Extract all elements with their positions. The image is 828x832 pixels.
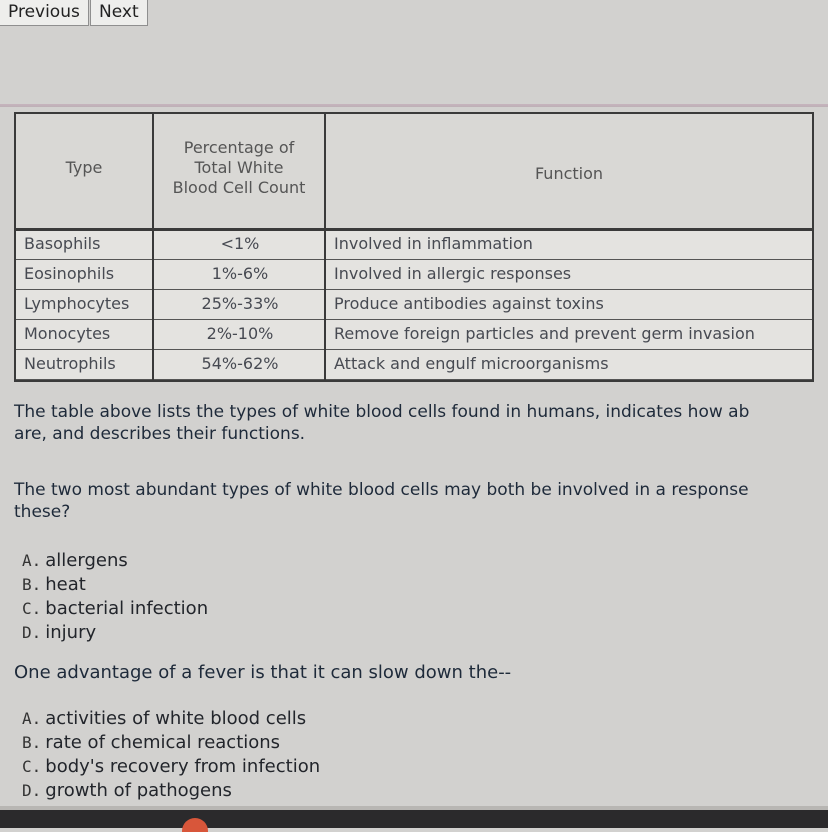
option-letter: A.	[22, 709, 42, 728]
cell-function: Remove foreign particles and prevent germ invasion	[334, 324, 755, 343]
column-divider	[152, 231, 154, 380]
option-letter: C.	[22, 599, 42, 618]
previous-button[interactable]: Previous	[0, 0, 89, 26]
cell-type: Basophils	[24, 234, 101, 253]
cell-percentage: 2%-10%	[206, 324, 274, 343]
answer-option[interactable]	[22, 621, 208, 645]
question1-intro-line2: are, and describes their functions.	[14, 424, 306, 444]
column-header-type: Type	[16, 114, 154, 228]
cell-function: Attack and engulf microorganisms	[334, 354, 609, 373]
answer-option[interactable]	[22, 779, 320, 803]
option-letter: C.	[22, 757, 42, 776]
answer-option[interactable]	[22, 707, 320, 731]
question2-options	[22, 707, 320, 803]
cell-type: Eosinophils	[24, 264, 115, 283]
option-text: allergens	[45, 550, 128, 571]
cell-percentage: <1%	[220, 234, 260, 253]
option-letter: D.	[22, 623, 42, 642]
cell-percentage: 1%-6%	[211, 264, 269, 283]
cell-function: Involved in allergic responses	[334, 264, 572, 283]
option-letter: B.	[22, 733, 42, 752]
cell-type: Monocytes	[24, 324, 111, 343]
table-row	[16, 351, 812, 380]
table-row	[16, 261, 812, 290]
option-text: bacterial infection	[45, 598, 209, 619]
question1-prompt-line1: The two most abundant types of white blood cells may both be involved in a response	[14, 480, 749, 500]
question1-intro-line1: The table above lists the types of white blood cells found in humans, indicates how ab	[14, 402, 750, 422]
white-blood-cell-table	[14, 112, 814, 382]
cell-percentage: 25%-33%	[201, 294, 279, 313]
answer-option[interactable]	[22, 597, 208, 621]
divider	[0, 104, 828, 107]
answer-option[interactable]	[22, 731, 320, 755]
option-text: injury	[45, 622, 97, 643]
option-text: body's recovery from infection	[45, 756, 321, 777]
option-text: activities of white blood cells	[45, 708, 307, 729]
cell-type: Neutrophils	[24, 354, 116, 373]
option-letter: B.	[22, 575, 42, 594]
next-button[interactable]: Next	[90, 0, 148, 26]
cell-function: Produce antibodies against toxins	[334, 294, 604, 313]
cell-percentage: 54%-62%	[201, 354, 279, 373]
question1-prompt-line2: these?	[14, 502, 71, 522]
column-header-function: Function	[326, 114, 812, 228]
option-letter: D.	[22, 781, 42, 800]
option-letter: A.	[22, 551, 42, 570]
answer-option[interactable]	[22, 549, 208, 573]
cell-type: Lymphocytes	[24, 294, 130, 313]
table-row	[16, 231, 812, 260]
column-divider	[324, 231, 326, 380]
option-text: growth of pathogens	[45, 780, 232, 801]
option-text: rate of chemical reactions	[45, 732, 281, 753]
cell-function: Involved in inflammation	[334, 234, 533, 253]
column-header-percentage: Percentage of Total White Blood Cell Count	[154, 114, 326, 228]
question2-prompt: One advantage of a fever is that it can slow down the--	[14, 662, 512, 683]
question1-options	[22, 549, 208, 645]
taskbar	[0, 810, 828, 828]
table-row	[16, 291, 812, 320]
answer-option[interactable]	[22, 755, 320, 779]
table-row	[16, 321, 812, 350]
option-text: heat	[45, 574, 86, 595]
answer-option[interactable]	[22, 573, 208, 597]
